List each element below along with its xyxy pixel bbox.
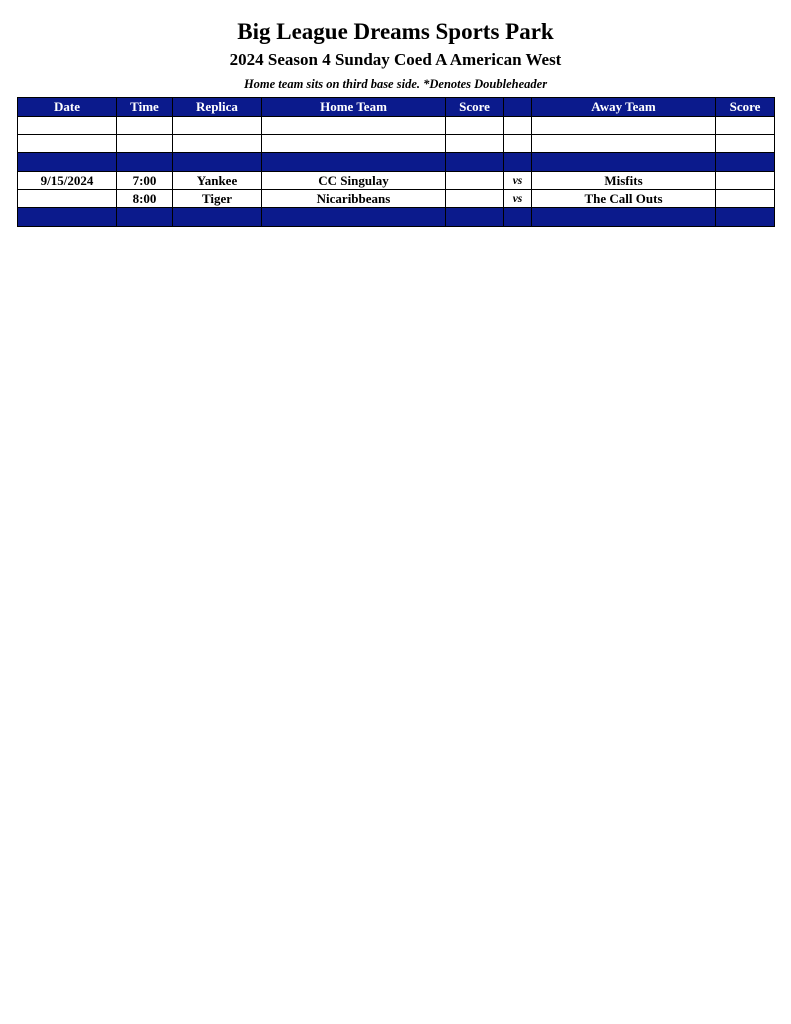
- column-header-date: Date: [18, 98, 117, 117]
- game-replica: Tiger: [173, 190, 262, 208]
- league-subtitle: 2024 Season 4 Sunday Coed A American West: [229, 50, 562, 69]
- column-header-vs: [504, 98, 532, 117]
- column-header-away-score: Score: [716, 98, 775, 117]
- empty-row: [18, 117, 775, 135]
- away-team: The Call Outs: [532, 190, 716, 208]
- game-replica: Yankee: [173, 172, 262, 190]
- away-score: [716, 190, 775, 208]
- divider-band-row: [18, 208, 775, 227]
- table-header-row: [18, 98, 775, 117]
- column-header-home-team: Home Team: [262, 98, 446, 117]
- column-header-time: Time: [117, 98, 173, 117]
- away-team: Misfits: [532, 172, 716, 190]
- away-score: [716, 172, 775, 190]
- empty-row: [18, 135, 775, 153]
- schedule-table: [17, 97, 775, 227]
- home-score: [446, 172, 504, 190]
- game-row: [18, 190, 775, 208]
- schedule-note: Home team sits on third base side. *Denotes Doubleheader: [243, 77, 548, 91]
- vs-label: vs: [504, 190, 532, 208]
- column-header-replica: Replica: [173, 98, 262, 117]
- home-team: CC Singulay: [262, 172, 446, 190]
- divider-band-row: [18, 153, 775, 172]
- page-title: Big League Dreams Sports Park: [237, 19, 554, 44]
- home-score: [446, 190, 504, 208]
- column-header-home-score: Score: [446, 98, 504, 117]
- column-header-away-team: Away Team: [532, 98, 716, 117]
- game-date: 9/15/2024: [18, 172, 117, 190]
- home-team: Nicaribbeans: [262, 190, 446, 208]
- vs-label: vs: [504, 172, 532, 190]
- game-time: 7:00: [117, 172, 173, 190]
- game-date: [18, 190, 117, 208]
- game-row: [18, 172, 775, 190]
- game-time: 8:00: [117, 190, 173, 208]
